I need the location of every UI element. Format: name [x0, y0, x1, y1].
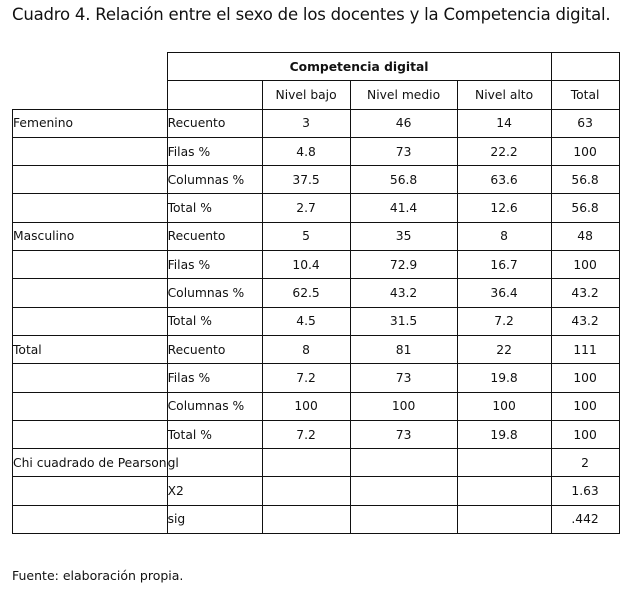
table-row [13, 307, 620, 335]
stat-label-cell: Columnas % [167, 166, 262, 194]
value-cell: 56.8 [551, 194, 619, 222]
value-cell: 100 [551, 364, 619, 392]
group-cell [13, 137, 168, 165]
table-row [13, 477, 620, 505]
value-cell: 7.2 [457, 307, 551, 335]
value-cell: 8 [457, 222, 551, 250]
value-cell: 46 [350, 109, 457, 137]
table-row [13, 109, 620, 137]
stat-label-cell: Recuento [167, 335, 262, 363]
header-row-group [13, 53, 620, 81]
value-cell: 7.2 [262, 364, 350, 392]
table-row [13, 222, 620, 250]
value-cell: 100 [551, 392, 619, 420]
stat-label-cell: X2 [167, 477, 262, 505]
value-cell: 4.8 [262, 137, 350, 165]
header-nivel-medio: Nivel medio [350, 81, 457, 109]
value-cell: 8 [262, 335, 350, 363]
value-cell: 2.7 [262, 194, 350, 222]
group-cell: Total [13, 335, 168, 363]
value-cell: 63 [551, 109, 619, 137]
value-cell: 2 [551, 449, 619, 477]
value-cell: 41.4 [350, 194, 457, 222]
group-cell [13, 505, 168, 533]
table-row [13, 137, 620, 165]
header-total-spacer [551, 53, 619, 81]
stat-label-cell: Recuento [167, 109, 262, 137]
table-row [13, 449, 620, 477]
value-cell [457, 449, 551, 477]
value-cell [350, 505, 457, 533]
value-cell [350, 449, 457, 477]
table-row [13, 392, 620, 420]
value-cell: 62.5 [262, 279, 350, 307]
group-cell [13, 279, 168, 307]
value-cell: 73 [350, 420, 457, 448]
value-cell: 37.5 [262, 166, 350, 194]
group-cell: Masculino [13, 222, 168, 250]
value-cell: 43.2 [551, 279, 619, 307]
empty-corner-2 [13, 81, 168, 109]
value-cell [262, 477, 350, 505]
stat-label-cell: Total % [167, 420, 262, 448]
stat-label-cell: sig [167, 505, 262, 533]
source-note: Fuente: elaboración propia. [12, 568, 184, 583]
crosstab-table [12, 52, 620, 534]
group-cell [13, 194, 168, 222]
group-cell [13, 166, 168, 194]
value-cell: 111 [551, 335, 619, 363]
value-cell: 48 [551, 222, 619, 250]
stat-label-cell: Filas % [167, 137, 262, 165]
value-cell: 19.8 [457, 364, 551, 392]
value-cell: 31.5 [350, 307, 457, 335]
table-row [13, 505, 620, 533]
value-cell: .442 [551, 505, 619, 533]
value-cell: 100 [457, 392, 551, 420]
value-cell: 100 [262, 392, 350, 420]
table-row [13, 279, 620, 307]
value-cell: 22 [457, 335, 551, 363]
value-cell: 100 [350, 392, 457, 420]
group-cell [13, 364, 168, 392]
value-cell: 36.4 [457, 279, 551, 307]
value-cell: 100 [551, 137, 619, 165]
value-cell: 16.7 [457, 251, 551, 279]
group-cell [13, 392, 168, 420]
value-cell: 56.8 [350, 166, 457, 194]
value-cell [457, 477, 551, 505]
group-cell: Femenino [13, 109, 168, 137]
group-cell: Chi cuadrado de Pearson [13, 449, 168, 477]
group-cell [13, 307, 168, 335]
value-cell: 73 [350, 364, 457, 392]
value-cell: 100 [551, 251, 619, 279]
stat-label-cell: Total % [167, 194, 262, 222]
value-cell [262, 449, 350, 477]
table-row [13, 364, 620, 392]
table-row [13, 420, 620, 448]
value-cell: 22.2 [457, 137, 551, 165]
value-cell: 10.4 [262, 251, 350, 279]
value-cell: 63.6 [457, 166, 551, 194]
value-cell: 35 [350, 222, 457, 250]
header-competencia-digital: Competencia digital [167, 53, 551, 81]
stat-label-cell: gl [167, 449, 262, 477]
header-stat-blank [167, 81, 262, 109]
value-cell: 1.63 [551, 477, 619, 505]
stat-label-cell: Filas % [167, 364, 262, 392]
value-cell: 7.2 [262, 420, 350, 448]
value-cell: 43.2 [551, 307, 619, 335]
value-cell: 12.6 [457, 194, 551, 222]
table-row [13, 194, 620, 222]
header-row-columns [13, 81, 620, 109]
group-cell [13, 420, 168, 448]
stat-label-cell: Filas % [167, 251, 262, 279]
value-cell: 100 [551, 420, 619, 448]
value-cell: 14 [457, 109, 551, 137]
value-cell: 73 [350, 137, 457, 165]
stat-label-cell: Recuento [167, 222, 262, 250]
header-nivel-bajo: Nivel bajo [262, 81, 350, 109]
group-cell [13, 251, 168, 279]
group-cell [13, 477, 168, 505]
stat-label-cell: Columnas % [167, 392, 262, 420]
value-cell: 4.5 [262, 307, 350, 335]
value-cell: 3 [262, 109, 350, 137]
header-nivel-alto: Nivel alto [457, 81, 551, 109]
table-row [13, 251, 620, 279]
header-total: Total [551, 81, 619, 109]
empty-corner [13, 53, 168, 81]
value-cell [350, 477, 457, 505]
value-cell: 5 [262, 222, 350, 250]
table-row [13, 166, 620, 194]
stat-label-cell: Columnas % [167, 279, 262, 307]
table-title: Cuadro 4. Relación entre el sexo de los docentes y la Competencia digital. [12, 5, 611, 24]
value-cell: 43.2 [350, 279, 457, 307]
stat-label-cell: Total % [167, 307, 262, 335]
value-cell: 19.8 [457, 420, 551, 448]
value-cell [262, 505, 350, 533]
value-cell [457, 505, 551, 533]
table-row [13, 335, 620, 363]
value-cell: 72.9 [350, 251, 457, 279]
value-cell: 81 [350, 335, 457, 363]
value-cell: 56.8 [551, 166, 619, 194]
